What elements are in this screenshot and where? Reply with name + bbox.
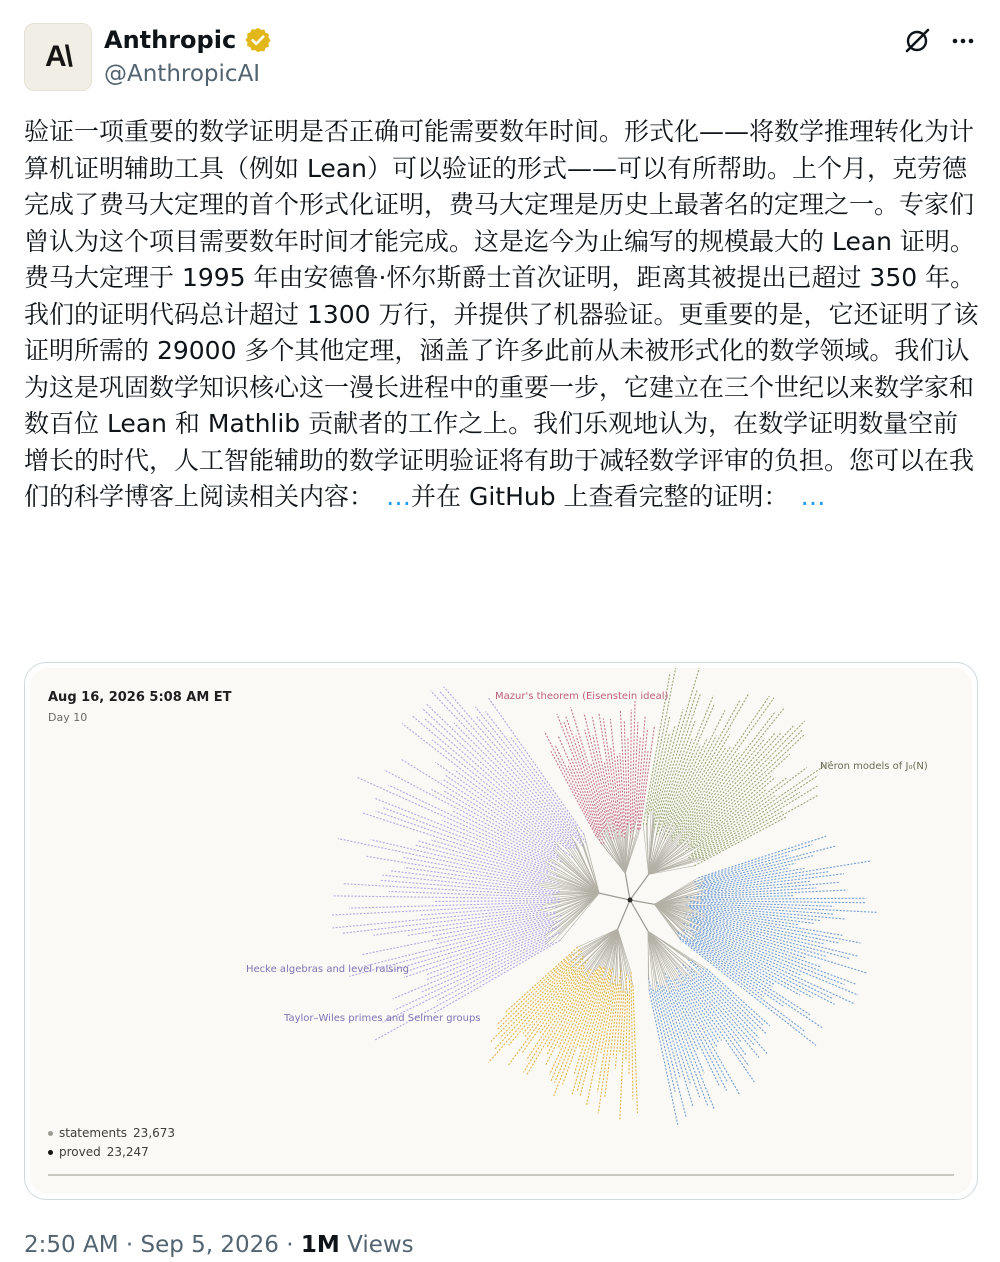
- tree-leaf-ray: [657, 990, 692, 1106]
- tree-leaf-ray: [544, 731, 601, 844]
- tweet-date[interactable]: Sep 5, 2026: [140, 1232, 279, 1258]
- tree-leaf-ray: [365, 856, 537, 885]
- tree-leaf-ray: [693, 940, 810, 1015]
- views-count[interactable]: 1M: [300, 1232, 340, 1258]
- tree-leaf-ray: [420, 906, 541, 915]
- timeline-scrubber[interactable]: [48, 1174, 954, 1176]
- tree-trunk: [630, 900, 648, 931]
- tree-leaf-ray: [624, 721, 627, 825]
- tree-leaf-ray: [404, 927, 550, 977]
- tree-leaf-ray: [384, 770, 551, 859]
- tree-leaf-ray: [497, 949, 580, 1030]
- tree-leaf-ray: [620, 991, 624, 1053]
- tree-leaf-ray: [689, 966, 768, 1055]
- tweet-body-middle: 并在 GitHub 上查看完整的证明：: [411, 482, 789, 511]
- tree-leaf-ray: [584, 713, 610, 819]
- tree-leaf-ray: [597, 985, 615, 1093]
- tree-leaf-ray: [639, 751, 649, 830]
- tweet-meta: [24, 1232, 414, 1258]
- tree-trunk: [618, 900, 630, 929]
- meta-separator: ·: [278, 1232, 301, 1258]
- tweet-time[interactable]: 2:50 AM: [24, 1232, 119, 1258]
- tree-root-node: [628, 898, 633, 903]
- grok-button[interactable]: [900, 24, 934, 58]
- views-label: Views: [339, 1232, 414, 1258]
- tree-leaf-ray: [691, 726, 793, 835]
- tree-leaf-ray: [695, 861, 870, 889]
- label-hecke: Hecke algebras and level raising: [246, 964, 409, 975]
- tree-leaf-ray: [703, 795, 819, 860]
- tree-trunk: [625, 873, 630, 900]
- legend-proved-value: 23,247: [106, 1145, 149, 1159]
- legend-proved-label: proved: [59, 1145, 101, 1159]
- tweet-body: 验证一项重要的数学证明是否正确可能需要数年时间。形式化——将数学推理转化为计算机证明辅助工具（例如 Lean）可以验证的形式——可以有所帮助。上个月，克劳德完成了费马大定理的首个形式化证明，费马大定理是历史上最著名的定理之一。专家们曾认为这个项目需要数年时间才能完成。这是迄今为止编写的规模最大的 Lean 证明。费马大定理于 1995 年由安德鲁·怀尔斯爵士首次证明，距离其被提出已超过 350 年。我们的证明代码总计超过 1300 万行，并提供了机器验证。更重要的是，它还证明了该证明所需的 29000 多个其他定理，涵盖了许多此前从未被形式化的数学领域。我们认为这是巩固数学知识核心这一漫长进程中的重要一步，它建立在三个世纪以来数学家和数百位 Lean 和 Mathlib 贡献者的工作之上。我们乐观地认为，在数学证明数量空前增长的时代，人工智能辅助的数学证明验证将有助于减轻数学评审的负担。您可以在我们的科学博客上阅读相关内容：: [24, 117, 979, 511]
- tree-trunk: [630, 900, 654, 904]
- tree-leaf-ray: [675, 734, 730, 825]
- more-button[interactable]: [946, 24, 980, 58]
- avatar-logo: A\: [45, 40, 71, 73]
- tree-leaf-ray: [692, 909, 799, 925]
- tree-leaf-ray: [382, 875, 558, 893]
- tree-leaf-ray: [629, 981, 630, 1075]
- tree-leaf-ray: [489, 967, 572, 1062]
- tree-leaf-ray: [653, 989, 686, 1116]
- tree-leaf-ray: [432, 740, 566, 849]
- tree-leaf-ray: [633, 985, 637, 1113]
- tree-leaf-ray: [413, 716, 570, 848]
- tree-leaf-ray: [437, 944, 546, 1001]
- name-row: [104, 26, 272, 54]
- tree-leaf-ray: [703, 968, 763, 1024]
- tree-leaf-ray: [435, 762, 558, 849]
- tree-leaf-ray: [338, 839, 544, 882]
- tree-leaf-ray: [426, 926, 561, 975]
- tree-leaf-ray: [394, 933, 559, 1010]
- tree-leaf-ray: [373, 912, 545, 936]
- tree-leaf-ray: [694, 855, 789, 882]
- tree-leaf-ray: [431, 840, 539, 873]
- tree-leaf-ray: [454, 723, 576, 845]
- tree-leaf-ray: [680, 937, 806, 1031]
- verified-badge-icon: [244, 26, 272, 54]
- tree-leaf-ray: [610, 719, 622, 832]
- tree-leaf-ray: [656, 991, 681, 1078]
- tree-leaf-ray: [630, 710, 631, 837]
- tree-leaf-ray: [692, 776, 818, 859]
- github-link[interactable]: …: [800, 482, 826, 511]
- tree-leaf-ray: [691, 924, 845, 985]
- tree-leaf-ray: [564, 722, 605, 832]
- grok-icon: [902, 26, 932, 56]
- tree-leaf-ray: [403, 857, 540, 883]
- tree-branch: [571, 836, 599, 894]
- viz-day: Day 10: [48, 711, 88, 724]
- tree-leaf-ray: [425, 719, 571, 848]
- proof-visualization: [30, 668, 972, 1194]
- tree-leaf-ray: [705, 846, 837, 881]
- more-icon: [948, 26, 978, 56]
- tree-leaf-ray: [604, 762, 618, 837]
- tree-branch: [654, 904, 702, 927]
- tree-leaf-ray: [576, 735, 607, 829]
- display-name[interactable]: Anthropic: [104, 26, 237, 54]
- tweet-text: [24, 114, 980, 516]
- legend-proved: [48, 1145, 149, 1159]
- tree-leaf-ray: [672, 698, 774, 842]
- proved-dot-icon: [48, 1150, 53, 1155]
- label-neron: Néron models of J₀(N): [820, 761, 928, 772]
- tree-leaf-ray: [687, 929, 835, 1004]
- tree-leaf-ray: [701, 898, 866, 899]
- tree-trunk: [630, 875, 649, 900]
- tree-leaf-ray: [631, 972, 633, 1099]
- tree-leaf-ray: [426, 704, 577, 849]
- legend-statements-label: statements: [59, 1126, 128, 1140]
- tree-leaf-ray: [431, 691, 576, 843]
- legend-statements: [48, 1126, 175, 1140]
- handle[interactable]: @AnthropicAI: [104, 61, 261, 87]
- statements-dot-icon: [48, 1131, 53, 1136]
- viz-date: Aug 16, 2026 5:08 AM ET: [48, 690, 232, 705]
- tree-leaf-ray: [393, 935, 546, 999]
- tree-leaf-ray: [626, 994, 628, 1061]
- label-mazur: Mazur's theorem (Eisenstein ideal): [495, 691, 669, 702]
- media-card[interactable]: [24, 662, 978, 1200]
- meta-separator: ·: [118, 1232, 141, 1258]
- avatar[interactable]: [24, 23, 92, 91]
- tree-leaf-ray: [601, 976, 616, 1053]
- tree-leaf-ray: [654, 694, 700, 829]
- tree-leaf-ray: [676, 968, 754, 1082]
- blog-link[interactable]: …: [386, 482, 412, 511]
- tree-leaf-ray: [699, 778, 786, 846]
- tree-leaf-ray: [649, 989, 678, 1124]
- tree-leaf-ray: [331, 904, 544, 915]
- tree-leaf-ray: [495, 959, 576, 1049]
- tree-leaf-ray: [683, 930, 800, 995]
- legend-statements-value: 23,673: [133, 1126, 176, 1140]
- tree-leaf-ray: [387, 920, 561, 971]
- tree-leaf-ray: [408, 912, 555, 935]
- tree-leaf-ray: [382, 941, 546, 1022]
- label-taylor-wiles: Taylor–Wiles primes and Selmer groups: [284, 1013, 481, 1024]
- tree-leaf-ray: [705, 917, 825, 944]
- tree-leaf-ray: [433, 901, 552, 902]
- tree-leaf-ray: [375, 798, 556, 870]
- tree-leaf-ray: [628, 738, 629, 821]
- dependency-tree-graphic: [30, 668, 974, 1196]
- tree-leaf-ray: [422, 708, 574, 848]
- tree-leaf-ray: [691, 729, 803, 840]
- tree-trunk: [599, 893, 630, 900]
- tree-leaf-ray: [523, 976, 583, 1072]
